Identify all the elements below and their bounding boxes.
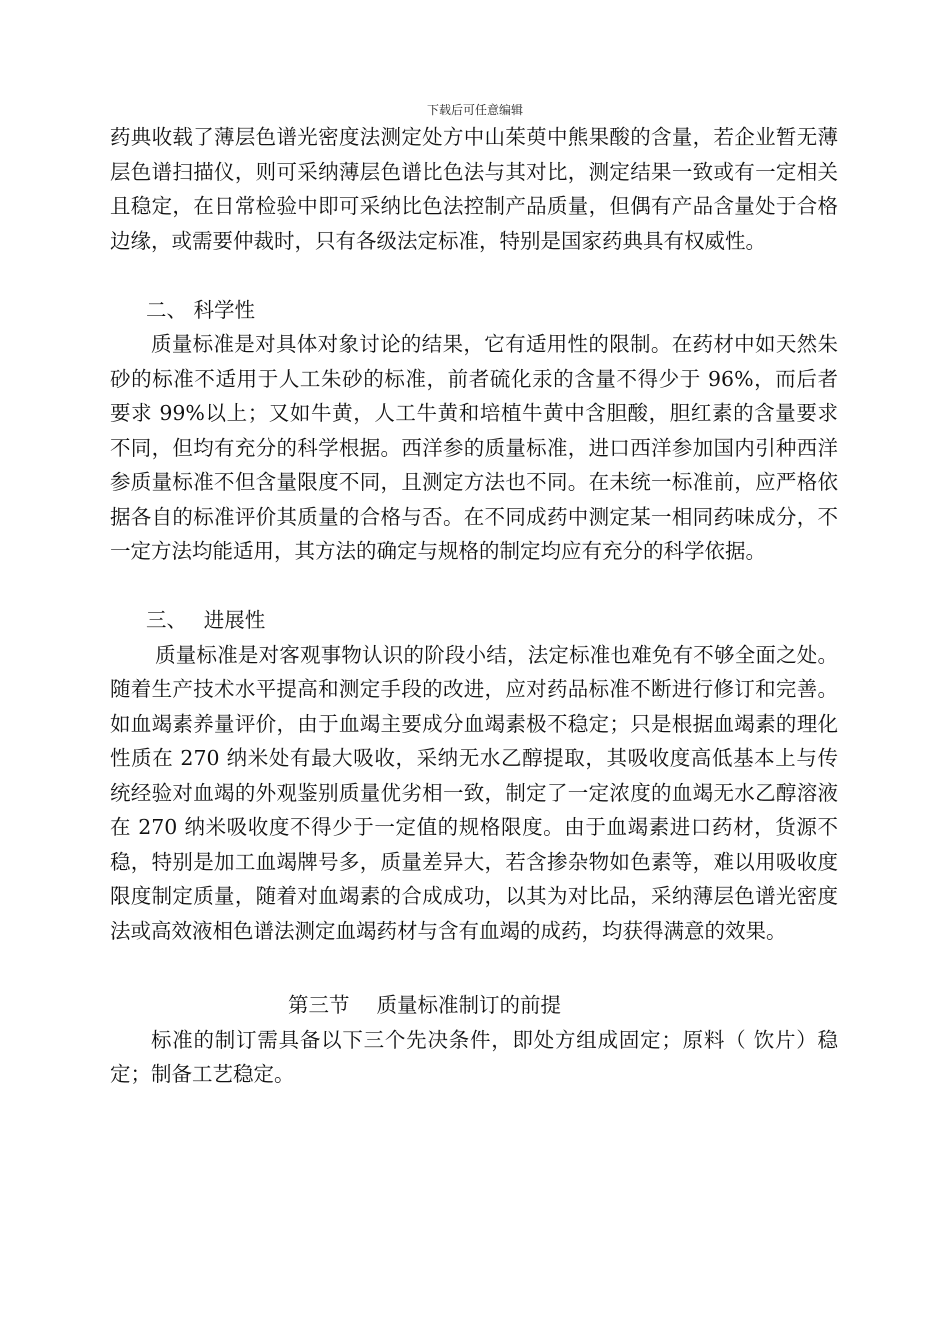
heading-scientific: 二、 科学性 xyxy=(146,297,256,322)
heading-progressive: 三、 进展性 xyxy=(146,608,266,632)
paragraph-scientific: 质量标准是对具体对象讨论的结果，它有适用性的限制。在药材中如天然朱砂的标准不适用于人工朱砂的标准，前者硫化汞的含量不得少于 96%，而后者要求 99%以上；又如牛黄，人工牛黄和培植牛黄中含胆酸，胆红素的含量要求不同，但均有充分的科学根据。西洋参的质量标准，进口西洋参加国内引种西洋参质量标准不但含量限度不同，且测定方法也不同。在未统一标准前，应严格依据各自的标准评价其质量的合格与否。在不同成药中测定某一相同药味成分，不一定方法均能适用，其方法的确定与规格的制定均应有充分的科学依据。 xyxy=(110,332,838,563)
paragraph-spacer xyxy=(110,569,838,604)
paragraph-spacer xyxy=(110,948,838,988)
paragraph-spacer xyxy=(110,258,838,293)
header-note: 下载后可任意编辑 xyxy=(426,103,523,117)
paragraph-prerequisites: 标准的制订需具备以下三个先决条件，即处方组成固定；原料（ 饮片）稳定；制备工艺稳定。 xyxy=(110,1027,838,1086)
section-title: 第三节 质量标准制订的前提 xyxy=(288,993,562,1017)
paragraph-progressive: 质量标准是对客观事物认识的阶段小结，法定标准也难免有不够全面之处。随着生产技术水平提高和测定手段的改进，应对药品标准不断进行修订和完善。如血竭素养量评价，由于血竭主要成分血竭素极不稳定；只是根据血竭素的理化性质在 270 纳米处有最大吸收，采纳无水乙醇提取，其吸收度高低基本上与传统经验对血竭的外观鉴别质量优劣相一致，制定了一定浓度的血竭无水乙醇溶液在 270 纳米吸收度不得少于一定值的规格限度。由于血竭素进口药材，货源不稳，特别是加工血竭牌号多，质量差异大，若含掺杂物如色素等，难以用吸收度限度制定质量，随着对血竭素的合成成功，以其为对比品，采纳薄层色谱光密度法或高效液相色谱法测定血竭药材与含有血竭的成药，均获得满意的效果。 xyxy=(110,642,838,943)
document-body xyxy=(110,120,838,1092)
paragraph-pharmacopoeia-authority: 药典收载了薄层色谱光密度法测定处方中山茱萸中熊果酸的含量，若企业暂无薄层色谱扫描仪，则可采纳薄层色谱比色法与其对比，测定结果一致或有一定相关且稳定，在日常检验中即可采纳比色法控制产品质量，但偶有产品含量处于合格边缘，或需要仲裁时，只有各级法定标准，特别是国家药典具有权威性。 xyxy=(110,125,838,253)
